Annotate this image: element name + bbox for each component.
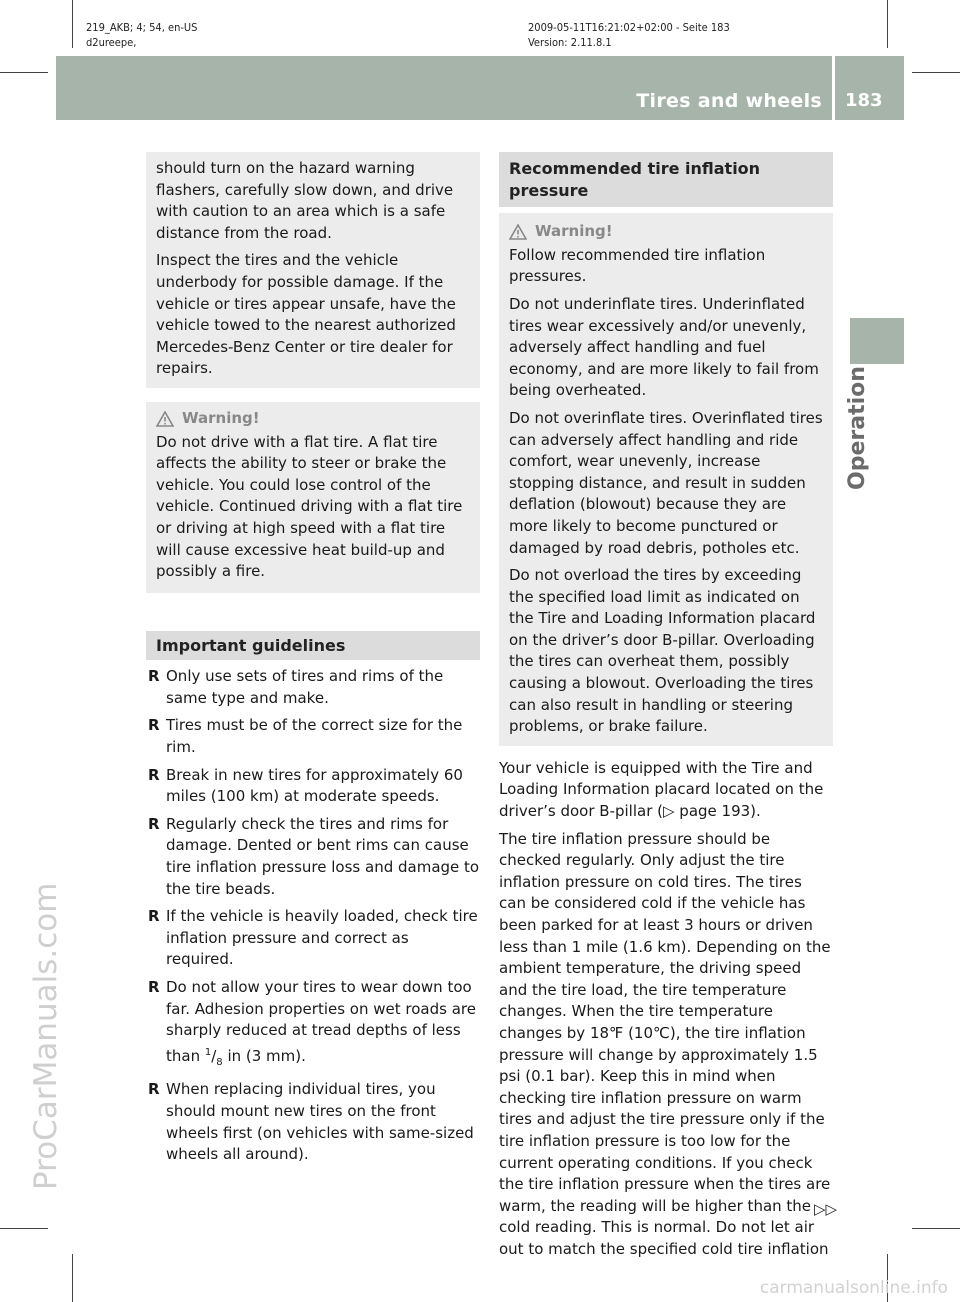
- print-meta-right-line2: Version: 2.11.8.1: [528, 36, 612, 49]
- print-meta-left-line2: d2ureepe,: [86, 36, 137, 49]
- fraction-slash: /: [211, 1046, 217, 1065]
- crop-mark: [72, 1254, 73, 1302]
- list-item-text-part: Do not allow your tires to wear down too far. Adhesion properties on wet roads are sharply reduced at tread depths of less than: [166, 978, 476, 1065]
- warning-paragraph: Do not overload the tires by exceeding the specified load limit as indicated on the Tire and Loading Information placard on the driver’s door B-pillar. Overloading the tires can overheat them, possibly causing a blowout. Overloading the tires can also result in handling or steering problems, or brake failure.: [509, 566, 816, 736]
- list-item: [146, 814, 480, 900]
- header-divider: [832, 56, 835, 120]
- crop-mark: [887, 0, 888, 48]
- bullet-marker: R: [148, 765, 160, 784]
- crop-mark: [912, 1228, 960, 1229]
- warning-icon: [156, 411, 174, 427]
- list-item: [146, 715, 480, 758]
- warning-label: Warning!: [182, 408, 260, 427]
- info-paragraph: should turn on the hazard warning flashers, carefully slow down, and drive with caution to an area which is a safe distance from the road.: [156, 159, 454, 242]
- warning-icon: [509, 224, 527, 240]
- bullet-marker: R: [148, 907, 160, 926]
- bullet-marker: R: [148, 716, 160, 735]
- list-item: [146, 765, 480, 808]
- warning-box: [499, 213, 833, 746]
- bullet-marker: R: [148, 1080, 160, 1099]
- guidelines-list: [146, 666, 480, 1165]
- warning-paragraph: Follow recommended tire inflation pressures.: [509, 245, 766, 286]
- warning-box: [146, 402, 480, 593]
- print-meta-left-line1: 219_AKB; 4; 54, en-US: [86, 21, 198, 34]
- list-item-text: [166, 978, 476, 1068]
- left-column: [146, 152, 480, 1172]
- warning-paragraph: Do not underinflate tires. Underinflated tires wear excessively and/or unevenly, adversely affect handling and fuel economy, and are more likely to fail from being overheated.: [509, 294, 819, 400]
- body-paragraph: Your vehicle is equipped with the Tire and Loading Information placard located on the driver’s door B-pillar (▷ page 193).: [499, 758, 824, 821]
- crop-mark: [72, 0, 73, 48]
- info-box: [146, 152, 480, 388]
- warning-paragraph: Do not overinflate tires. Overinflated tires can adversely affect handling and ride comfort, wear unevenly, increase stopping distance, and result in sudden deflation (blowout) because they are more likely to become punctured or damaged by road debris, potholes etc.: [509, 408, 823, 557]
- footer-watermark: carmanualsonline.info: [759, 1278, 948, 1298]
- watermark: ProCarManuals.com: [28, 882, 64, 1190]
- bullet-marker: R: [148, 814, 160, 833]
- list-item: [146, 666, 480, 709]
- page-number: 183: [845, 90, 883, 111]
- print-meta-right-line1: 2009-05-11T16:21:02+02:00 - Seite 183: [528, 21, 730, 34]
- continue-marker: ▷▷: [814, 1200, 838, 1218]
- print-meta-left: [86, 20, 197, 50]
- body-paragraph: The tire inflation pressure should be checked regularly. Only adjust the tire inflation pressure on cold tires. The tires can be considered cold if the vehicle has been parked for at least 3 hours or driven less than 1 mile (1.6 km). Depending on the ambient temperature, the driving speed and the tire load, the tire temperature changes. When the tire temperature changes by 18℉ (10℃), the tire inflation pressure will change by approximately 1.5 psi (0.1 bar). Keep this in mind when checking tire inflation pressure on warm tires and adjust the tire pressure only if the tire inflation pressure is too low for the current operating conditions. If you check the tire inflation pressure when the tires are warm, the reading will be higher than the cold reading. This is normal. Do not let air out to match the specified cold tire inflation: [499, 829, 831, 1258]
- section-label: Operation: [845, 366, 870, 490]
- info-paragraph: Inspect the tires and the vehicle underbody for possible damage. If the vehicle or tires appear unsafe, have the vehicle towed to the nearest authorized Mercedes-Benz Center or tire dealer for repairs.: [156, 251, 456, 378]
- list-item-text: When replacing individual tires, you should mount new tires on the front wheels first (on vehicles with same-sized wheels all around).: [166, 1080, 474, 1164]
- list-item-text: Tires must be of the correct size for the rim.: [166, 716, 463, 757]
- warning-text: Do not drive with a flat tire. A flat tire affects the ability to steer or brake the vehicle. You could lose control of the vehicle. Continued driving with a flat tire or driving at high speed with a flat tire will cause excessive heat build-up and possibly a fire.: [156, 432, 463, 581]
- list-item: [146, 1079, 480, 1165]
- list-item-text: Regularly check the tires and rims for damage. Dented or bent rims can cause tire inflation pressure loss and damage to the tire beads.: [166, 814, 480, 898]
- list-item-text: Break in new tires for approximately 60 miles (100 km) at moderate speeds.: [166, 765, 463, 806]
- warning-label: Warning!: [535, 222, 613, 241]
- warning-heading: [156, 408, 472, 430]
- list-item-text: Only use sets of tires and rims of the same type and make.: [166, 667, 444, 707]
- bullet-marker: R: [148, 667, 160, 686]
- crop-mark: [912, 72, 960, 73]
- section-tab: [850, 318, 904, 364]
- section-heading: Important guidelines: [146, 631, 480, 661]
- list-item-text: If the vehicle is heavily loaded, check tire inflation pressure and correct as required.: [166, 907, 478, 969]
- print-meta-right: [528, 20, 730, 50]
- bullet-marker: R: [148, 978, 160, 996]
- fraction-numerator: 1: [204, 1046, 212, 1058]
- list-item: [146, 906, 480, 971]
- list-item: [146, 977, 480, 1073]
- right-column: [499, 152, 833, 1267]
- crop-mark: [0, 72, 48, 73]
- crop-mark: [0, 1228, 48, 1229]
- warning-heading: [509, 221, 825, 243]
- page-title: Tires and wheels: [636, 90, 822, 112]
- section-heading: Recommended tire inflation pressure: [499, 152, 833, 207]
- list-item-text-part: in (3 mm).: [222, 1046, 306, 1065]
- fraction-denominator: 8: [216, 1056, 223, 1068]
